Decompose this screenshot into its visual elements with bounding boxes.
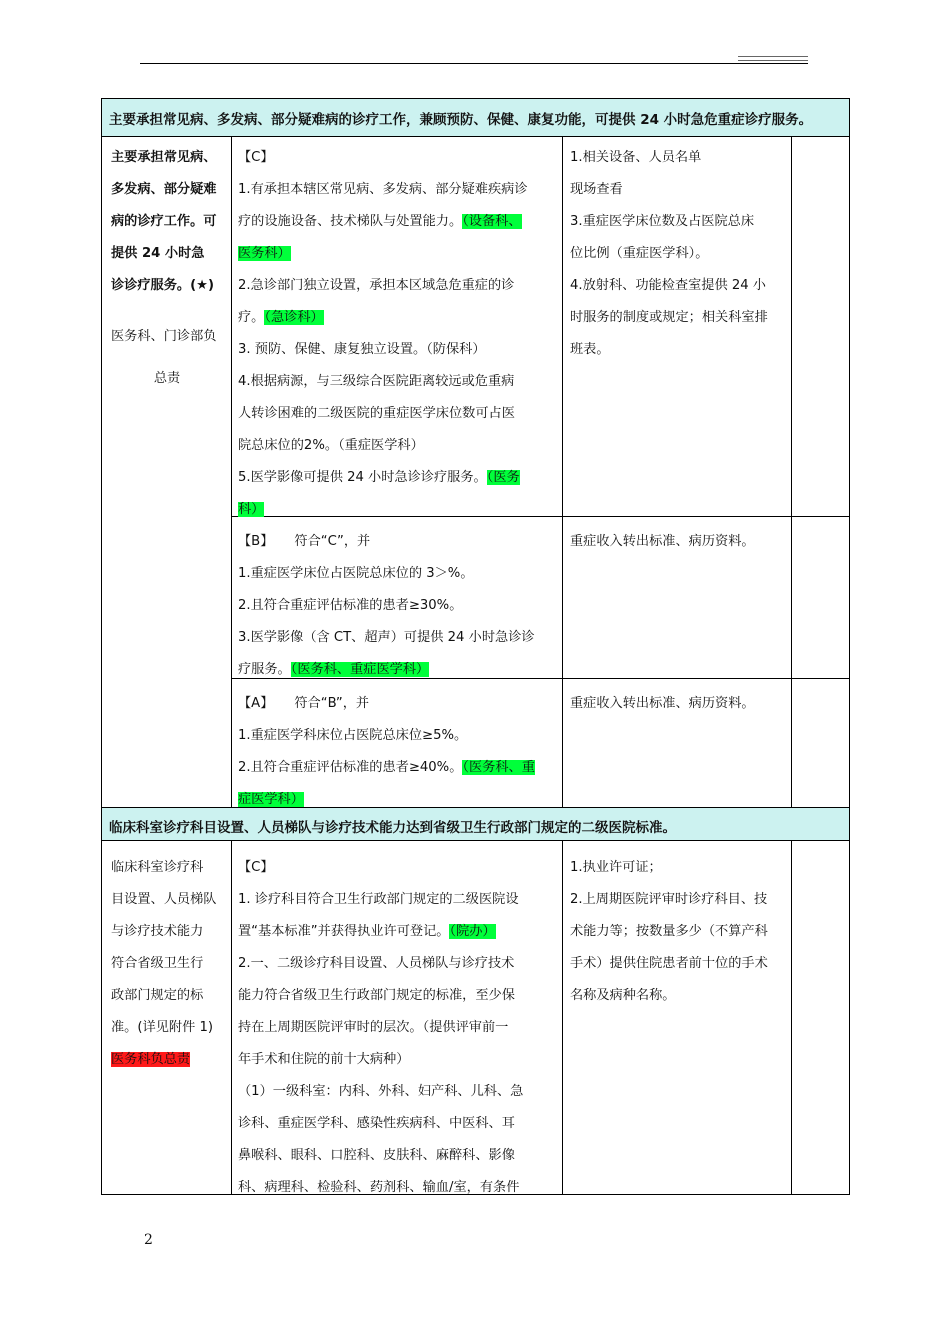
dept-highlight: （医务科、重症医学科）: [290, 662, 430, 677]
criteria-line: 2.一、二级诊疗科目设置、人员梯队与诊疗技术: [238, 956, 515, 971]
criteria-line: 疗服务。: [238, 662, 291, 677]
requirement-line: 政部门规定的标: [111, 988, 204, 1003]
criteria-line: 3. 预防、保健、康复独立设置。（防保科）: [238, 342, 486, 357]
criteria-line: 1.有承担本辖区常见病、多发病、部分疑难疾病诊: [238, 182, 528, 197]
grade-label: 【C】: [238, 860, 274, 875]
criteria-line: 3.医学影像（含 CT、超声）可提供 24 小时急诊诊: [238, 630, 535, 645]
evidence-line: 现场查看: [570, 182, 623, 197]
table-rule: [562, 840, 563, 1194]
section-band: [101, 98, 850, 136]
table-rule: [562, 136, 563, 807]
criteria-line: 鼻喉科、眼科、口腔科、皮肤科、麻醉科、影像: [238, 1148, 515, 1163]
requirement-line: 临床科室诊疗科: [111, 860, 204, 875]
criteria-line: 5.医学影像可提供 24 小时急诊诊疗服务。: [238, 470, 487, 485]
criteria-line: 4.根据病源，与三级综合医院距离较远或危重病: [238, 374, 515, 389]
evidence-line: 重症收入转出标准、病历资料。: [570, 534, 755, 549]
evidence-line: 1.相关设备、人员名单: [570, 150, 702, 165]
criteria-line: 诊科、重症医学科、感染性疾病科、中医科、耳: [238, 1116, 515, 1131]
table-rule: [101, 98, 850, 99]
dept-highlight: （设备科、: [462, 214, 522, 229]
table-rule: [231, 136, 232, 807]
standards-table: [101, 98, 850, 1196]
criteria-line: 疗的设施设备、技术梯队与处置能力。: [238, 214, 463, 229]
table-rule: [791, 840, 792, 1194]
header-rule: [140, 63, 808, 64]
requirement-text: [111, 852, 217, 1076]
dept-highlight: 医务科）: [238, 246, 291, 261]
grade-label: 【A】 符合“B”，并: [238, 696, 370, 711]
criteria-line: 置“基本标准”并获得执业许可登记。: [238, 924, 450, 939]
criteria-line: 疗。: [238, 310, 265, 325]
page-number: 2: [144, 1232, 153, 1248]
criteria-line: 院总床位的2%。（重症医学科）: [238, 438, 424, 453]
evidence-line: 3.重症医学床位数及占医院总床: [570, 214, 755, 229]
grade-label: 【B】 符合“C”，并: [238, 534, 371, 549]
grade-c-evidence: [570, 852, 768, 1012]
grade-c-criteria: [238, 142, 528, 526]
table-rule: [231, 840, 232, 1194]
responsible-line: 医务科、门诊部负: [111, 329, 217, 344]
evidence-line: 名称及病种名称。: [570, 988, 676, 1003]
requirement-line: 与诊疗技术能力: [111, 924, 204, 939]
criteria-line: 1. 诊疗科目符合卫生行政部门规定的二级医院设: [238, 892, 519, 907]
table-rule: [101, 136, 850, 137]
criteria-line: （1）一级科室：内科、外科、妇产科、儿科、急: [238, 1084, 524, 1099]
grade-c-evidence: [570, 142, 768, 366]
dept-highlight: （院办）: [449, 924, 496, 939]
requirement-line: 多发病、部分疑难: [111, 182, 217, 197]
section-band-text: 临床科室诊疗科目设置、人员梯队与诊疗技术能力达到省级卫生行政部门规定的二级医院标准。: [109, 820, 676, 836]
criteria-line: 能力符合省级卫生行政部门规定的标准，至少保: [238, 988, 515, 1003]
responsible-line: 总责: [153, 371, 181, 386]
criteria-line: 1.重症医学科床位占医院总床位≥5%。: [238, 728, 468, 743]
evidence-line: 4.放射科、功能检查室提供 24 小: [570, 278, 766, 293]
criteria-line: 2.且符合重症评估标准的患者≥40%。: [238, 760, 463, 775]
dept-highlight: 科）: [238, 502, 265, 517]
requirement-line: 诊诊疗服务。(★): [111, 278, 215, 293]
requirement-line: 符合省级卫生行: [111, 956, 204, 971]
header-mark: [738, 56, 808, 57]
table-rule: [849, 98, 850, 1195]
criteria-line: 人转诊困难的二级医院的重症医学床位数可占医: [238, 406, 515, 421]
dept-highlight: （医务: [486, 470, 520, 485]
table-rule: [791, 136, 792, 807]
dept-highlight: 症医学科）: [238, 792, 304, 807]
evidence-line: 班表。: [570, 342, 610, 357]
evidence-line: 重症收入转出标准、病历资料。: [570, 696, 755, 711]
grade-b-criteria: [238, 526, 535, 686]
requirement-line: 准。(详见附件 1): [111, 1020, 213, 1035]
grade-a-evidence: [570, 688, 755, 720]
criteria-line: 年手术和住院的前十大病种）: [238, 1052, 410, 1067]
criteria-line: 2.且符合重症评估标准的患者≥30%。: [238, 598, 463, 613]
evidence-line: 时服务的制度或规定；相关科室排: [570, 310, 768, 325]
evidence-line: 1.执业许可证；: [570, 860, 662, 875]
requirement-text: [111, 142, 217, 302]
evidence-line: 手术）提供住院患者前十位的手术: [570, 956, 768, 971]
dept-highlight: （急诊科）: [264, 310, 324, 325]
criteria-line: 1.重症医学床位占医院总床位的 3＞%。: [238, 566, 474, 581]
table-rule: [101, 98, 102, 1195]
grade-b-evidence: [570, 526, 755, 558]
dept-highlight: （医务科、重: [462, 760, 535, 775]
requirement-line: 提供 24 小时急: [111, 246, 205, 261]
table-rule: [101, 840, 850, 841]
requirement-line: 目设置、人员梯队: [111, 892, 217, 907]
criteria-line: 科、病理科、检验科、药剂科、输血/室，有条件: [238, 1180, 520, 1195]
grade-label: 【C】: [238, 150, 274, 165]
header-mark: [738, 60, 808, 61]
responsible-dept: [111, 321, 223, 395]
criteria-line: 持在上周期医院评审时的层次。（提供评审前一: [238, 1020, 509, 1035]
requirement-line: 病的诊疗工作。可: [111, 214, 217, 229]
evidence-line: 位比例（重症医学科）。: [570, 246, 709, 261]
requirement-line: 主要承担常见病、: [111, 150, 217, 165]
grade-a-criteria: [238, 688, 535, 816]
grade-c-criteria: [238, 852, 523, 1204]
responsible-highlight: 医务科负总责: [111, 1052, 191, 1067]
evidence-line: 2.上周期医院评审时诊疗科目、技: [570, 892, 768, 907]
evidence-line: 术能力等；按数量多少（不算产科: [570, 924, 768, 939]
section-band-text: 主要承担常见病、多发病、部分疑难病的诊疗工作，兼顾预防、保健、康复功能，可提供 24 小时急危重症诊疗服务。: [109, 112, 813, 128]
criteria-line: 2.急诊部门独立设置，承担本区域急危重症的诊: [238, 278, 515, 293]
